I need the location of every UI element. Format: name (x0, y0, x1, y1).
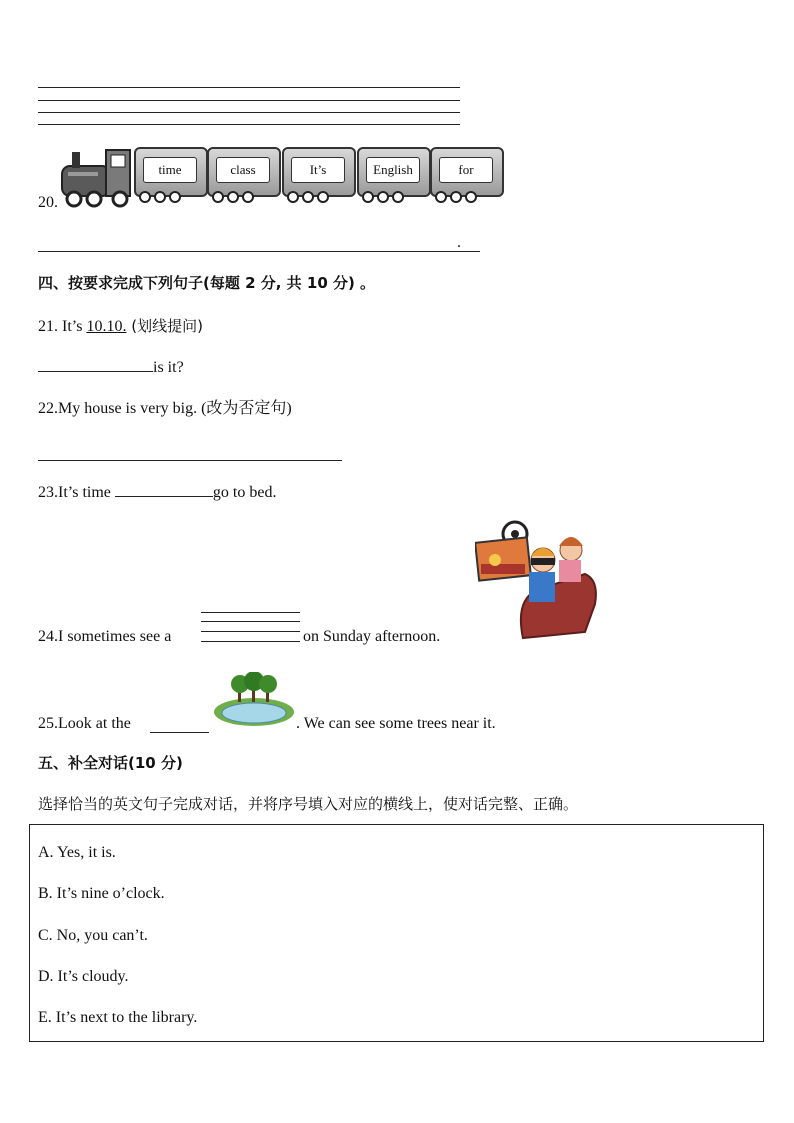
train-wheels (362, 191, 404, 205)
answer-line-20[interactable] (38, 251, 480, 252)
answer-blank-23[interactable] (115, 482, 213, 497)
train-car-5 (430, 147, 504, 197)
q21-instruction: (划线提问) (126, 317, 203, 335)
q23-prefix: 23.It’s time (38, 484, 115, 501)
question-24-prefix: 24.I sometimes see a (38, 628, 172, 645)
option-c: C. No, you can’t. (38, 927, 148, 944)
answer-blank-25[interactable] (150, 718, 209, 733)
cinema-illustration (475, 520, 601, 642)
option-d: D. It’s cloudy. (38, 968, 129, 985)
train-car-word: class (216, 157, 270, 183)
train-car-1 (134, 147, 208, 197)
train-wheels (139, 191, 181, 205)
answer-blank-21[interactable] (38, 357, 153, 372)
q23-suffix: go to bed. (212, 484, 277, 501)
writing-line[interactable] (38, 112, 460, 113)
train-car-word: time (143, 157, 197, 183)
question-24-suffix: on Sunday afternoon. (303, 628, 441, 645)
question-22: 22.My house is very big. (改为否定句) (38, 400, 292, 417)
q21-underlined: 10.10. (86, 318, 127, 335)
writing-line[interactable] (201, 621, 300, 622)
section-5-instruction: 选择恰当的英文句子完成对话，并将序号填入对应的横线上，使对话完整、正确。 (38, 795, 579, 813)
train-wheels (435, 191, 477, 205)
train-car-word: for (439, 157, 493, 183)
question-23 (38, 482, 276, 503)
question-21 (38, 316, 203, 337)
question-25-suffix: . We can see some trees near it. (296, 715, 496, 732)
section-4-heading: 四、按要求完成下列句子(每题 2 分, 共 10 分) 。 (38, 274, 376, 292)
answer-21 (38, 357, 184, 378)
writing-line[interactable] (38, 124, 460, 125)
section-5-heading: 五、补全对话(10 分) (38, 754, 183, 772)
train-car-4 (357, 147, 431, 197)
writing-line[interactable] (201, 631, 300, 632)
train-wheels (287, 191, 329, 205)
train-car-word: It’s (291, 157, 345, 183)
question-number-20: 20. (38, 194, 58, 211)
train-car-2 (207, 147, 281, 197)
answer-period: . (457, 234, 461, 251)
train-car-word: English (366, 157, 420, 183)
writing-line[interactable] (38, 87, 460, 88)
writing-line[interactable] (201, 641, 300, 642)
question-25-prefix: 25.Look at the (38, 715, 131, 732)
answer-line-22[interactable] (38, 460, 342, 461)
option-a: A. Yes, it is. (38, 844, 116, 861)
locomotive-icon (58, 146, 134, 208)
writing-line[interactable] (38, 100, 460, 101)
option-e: E. It’s next to the library. (38, 1009, 198, 1026)
option-b: B. It’s nine o’clock. (38, 885, 165, 902)
q21-answer-suffix: is it? (153, 359, 184, 376)
writing-line[interactable] (201, 612, 300, 613)
pond-with-trees-illustration (212, 672, 296, 728)
train-wheels (212, 191, 254, 205)
train-car-3 (282, 147, 356, 197)
q21-prefix: 21. It’s (38, 318, 87, 335)
